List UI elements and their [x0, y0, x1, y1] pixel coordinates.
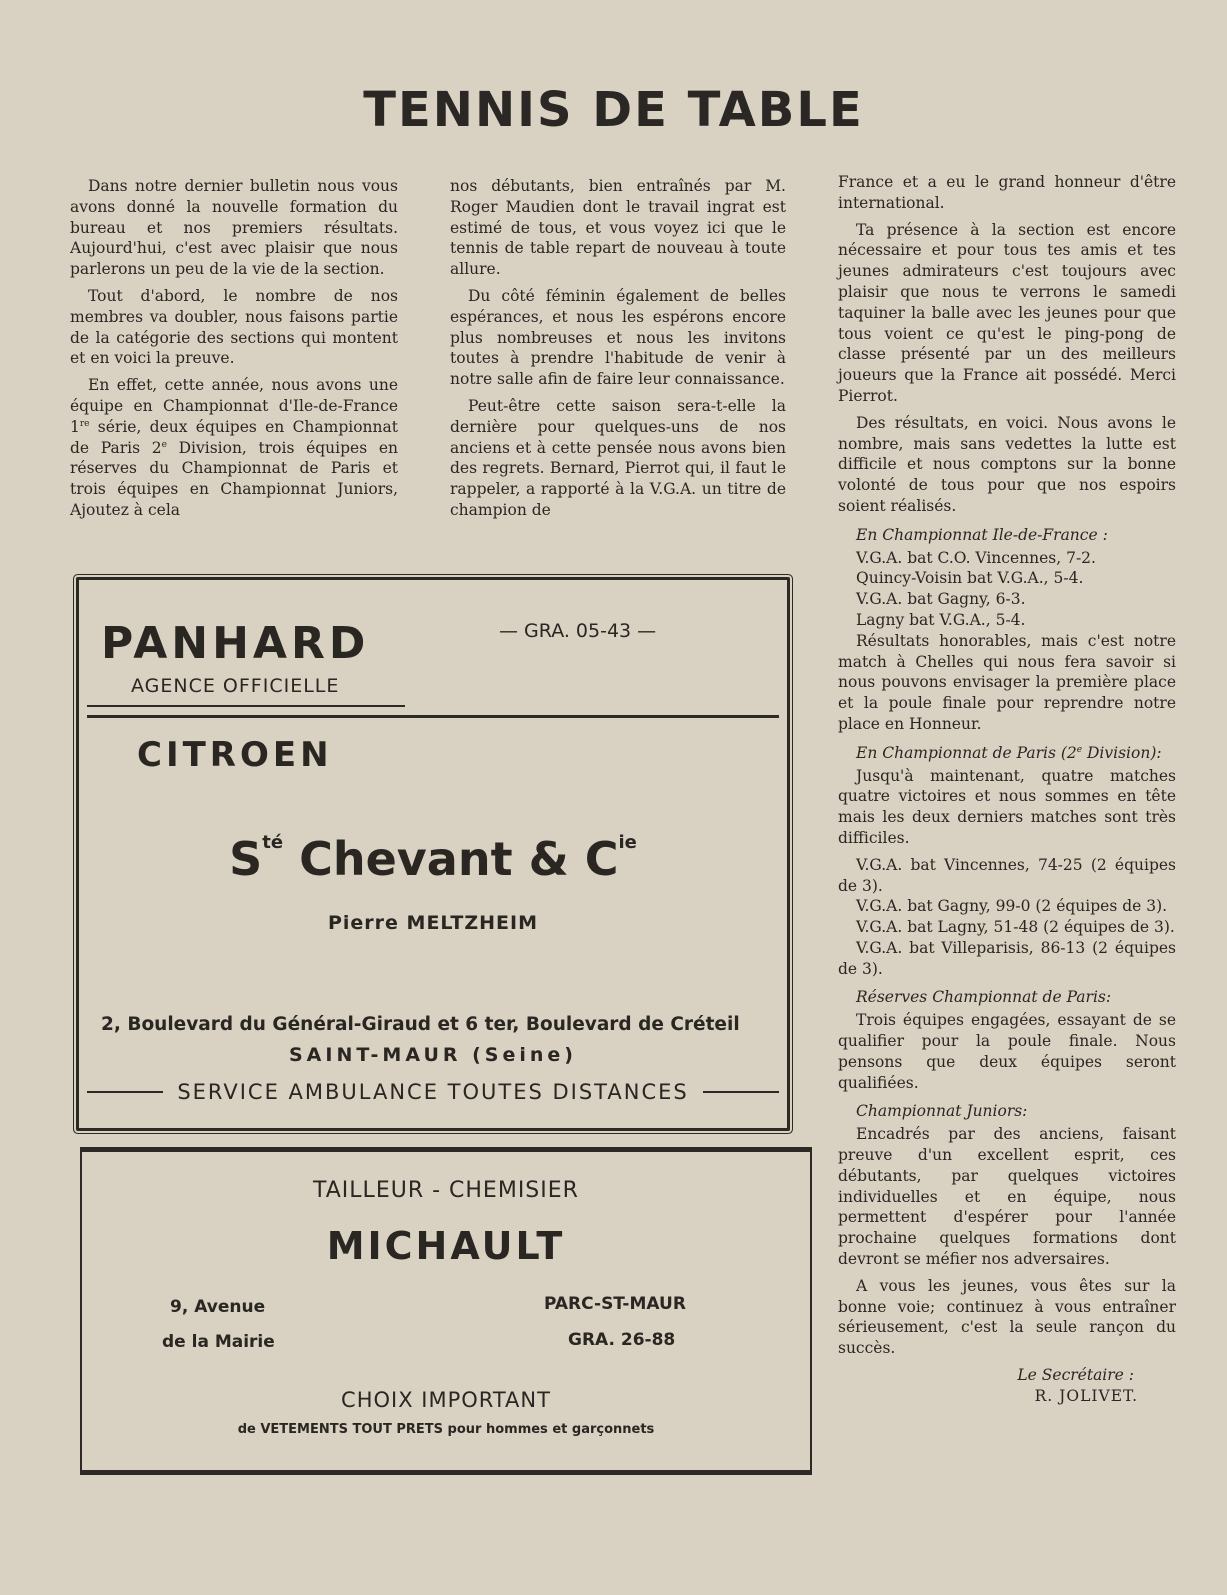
paragraph: nos débutants, bien entraînés par M. Roger Maudien dont le travail ingrat est estimé de tous, et vous voyez ici que le tennis de table repart de nouveau à toute allure.	[450, 177, 786, 279]
paragraph: A vous les jeunes, vous êtes sur la bonne voie; continuez à vous entraîner sérieusement, c'est la seule rançon du succès.	[838, 1276, 1176, 1358]
michault-advertisement	[80, 1147, 812, 1475]
owner-name: Pierre MELTZHEIM	[327, 912, 538, 934]
result-line: V.G.A. bat Gagny, 6-3.	[856, 590, 1026, 609]
superscript: e	[161, 439, 167, 450]
divider	[87, 715, 779, 718]
paragraph: France et a eu le grand honneur d'être international.	[838, 173, 1176, 212]
paragraph: Encadrés par des anciens, faisant preuve d'un excellent esprit, ces débutants, par quelques victoires individuelles et en équipe, nous permettent d'espérer pour l'année prochaine quelques formations dont devront se méfier nos adversaires.	[838, 1125, 1176, 1269]
paragraph: Dans notre dernier bulletin nous vous avons donné la nouvelle formation du bureau et nos premiers résultats. Aujourd'hui, c'est avec plaisir que nous parlerons un peu de la vie de la section.	[70, 177, 398, 279]
section-heading	[838, 743, 1176, 764]
phone-number: — GRA. 05-43 —	[499, 620, 657, 642]
superscript: ie	[618, 832, 637, 853]
paragraph	[70, 375, 398, 521]
brand-name: MICHAULT	[326, 1224, 566, 1268]
service-text: SERVICE AMBULANCE TOUTES DISTANCES	[177, 1080, 689, 1104]
text: En Championnat de Paris (2	[856, 743, 1077, 762]
brand-name: PANHARD	[101, 618, 370, 669]
text: S	[229, 832, 263, 886]
place-name: PARC-ST-MAUR	[544, 1294, 686, 1314]
result-line: V.G.A. bat Lagny, 51-48 (2 équipes de 3).	[856, 918, 1175, 937]
superscript: té	[262, 832, 284, 853]
brand-name: CITROEN	[137, 735, 333, 775]
paragraph: Ta présence à la section est encore nécessaire et pour tous tes amis et tes jeunes admirateurs c'est toujours avec plaisir que nous te verrons le samedi taquiner la balle avec les jeunes pour que tous voient ce qu'est le ping-pong de classe présenté par un des meilleurs joueurs que la France ait possédé. Merci Pierrot.	[838, 220, 1176, 405]
address-line: 9, Avenue	[170, 1297, 266, 1317]
divider	[87, 705, 405, 707]
result-line: V.G.A. bat Gagny, 99-0 (2 équipes de 3).	[856, 897, 1168, 916]
tagline: de VETEMENTS TOUT PRETS pour hommes et garçonnets	[237, 1422, 655, 1437]
company-name	[79, 832, 787, 886]
agency-label: AGENCE OFFICIELLE	[131, 675, 340, 697]
page-title: TENNIS DE TABLE	[363, 82, 864, 138]
superscript: e	[1076, 744, 1083, 755]
result-line: Lagny bat V.G.A., 5-4.	[856, 610, 1026, 629]
result-line: V.G.A. bat Vincennes, 74-25 (2 équipes de 3).	[838, 855, 1176, 895]
result-line: Quincy-Voisin bat V.G.A., 5-4.	[856, 569, 1084, 588]
paragraph: Jusqu'à maintenant, quatre matches quatre victoires et nous sommes en tête mais les deux derniers matches sont très difficiles.	[838, 766, 1176, 847]
headline: CHOIX IMPORTANT	[341, 1388, 551, 1412]
article-column-1	[70, 176, 398, 527]
result-line: V.G.A. bat C.O. Vincennes, 7-2.	[856, 548, 1096, 567]
article-column-2	[450, 176, 786, 527]
city: SAINT-MAUR (Seine)	[289, 1044, 577, 1066]
address: 2, Boulevard du Général-Giraud et 6 ter, Boulevard de Créteil	[101, 1014, 740, 1035]
section-heading: En Championnat Ile-de-France :	[856, 525, 1108, 544]
signature-name: R. JOLIVET.	[1034, 1386, 1138, 1405]
divider	[87, 1091, 163, 1093]
text: Division, trois équipes en réserves du Championnat de Paris et trois équipes en Championnat Juniors, Ajoutez à cela	[70, 438, 398, 519]
section-heading: Championnat Juniors:	[856, 1102, 1028, 1121]
address-line: de la Mairie	[162, 1332, 275, 1352]
paragraph: Tout d'abord, le nombre de nos membres va doubler, nous faisons partie de la catégorie des sections qui montent et en voici la preuve.	[70, 286, 398, 368]
text: Division):	[1082, 743, 1162, 762]
panhard-advertisement	[76, 577, 790, 1131]
paragraph: Peut-être cette saison sera-t-elle la dernière pour quelques-uns de nos anciens et à cette pensée nous avons bien des regrets. Bernard, Pierrot qui, il faut le rappeler, a rapporté à la V.G.A. un titre de champion de	[450, 396, 786, 519]
text: série, deux équipes en Championnat de Paris 2	[70, 417, 398, 457]
service-line	[87, 1080, 779, 1104]
text: Chevant & C	[283, 832, 619, 886]
section-heading: Réserves Championnat de Paris:	[856, 988, 1112, 1007]
paragraph: Des résultats, en voici. Nous avons le nombre, mais sans vedettes la lutte est difficile et nous comptons sur la bonne volonté de tous pour que nos espoirs soient réalisés.	[838, 413, 1176, 515]
article-column-3	[838, 172, 1176, 1407]
trade-label: TAILLEUR - CHEMISIER	[313, 1178, 579, 1203]
signature-title: Le Secrétaire :	[1017, 1366, 1134, 1385]
result-line: V.G.A. bat Villeparisis, 86-13 (2 équipes de 3).	[838, 938, 1176, 978]
phone-number: GRA. 26-88	[568, 1330, 676, 1350]
text: En effet, cette année, nous avons une équipe en Championnat d'Ile-de-France 1	[70, 376, 398, 436]
paragraph: Du côté féminin également de belles espérances, et nous les espérons encore plus nombreuses et nous les invitons toutes à prendre l'habitude de venir à notre salle afin de faire leur connaissance.	[450, 286, 786, 389]
superscript: re	[79, 418, 90, 429]
divider	[703, 1091, 779, 1093]
paragraph: Trois équipes engagées, essayant de se qualifier pour la poule finale. Nous pensons que deux équipes seront qualifiées.	[838, 1011, 1176, 1092]
paragraph: Résultats honorables, mais c'est notre match à Chelles qui nous fera savoir si nous pouvons envisager la première place et la poule finale pour reprendre notre place en Honneur.	[838, 631, 1176, 733]
